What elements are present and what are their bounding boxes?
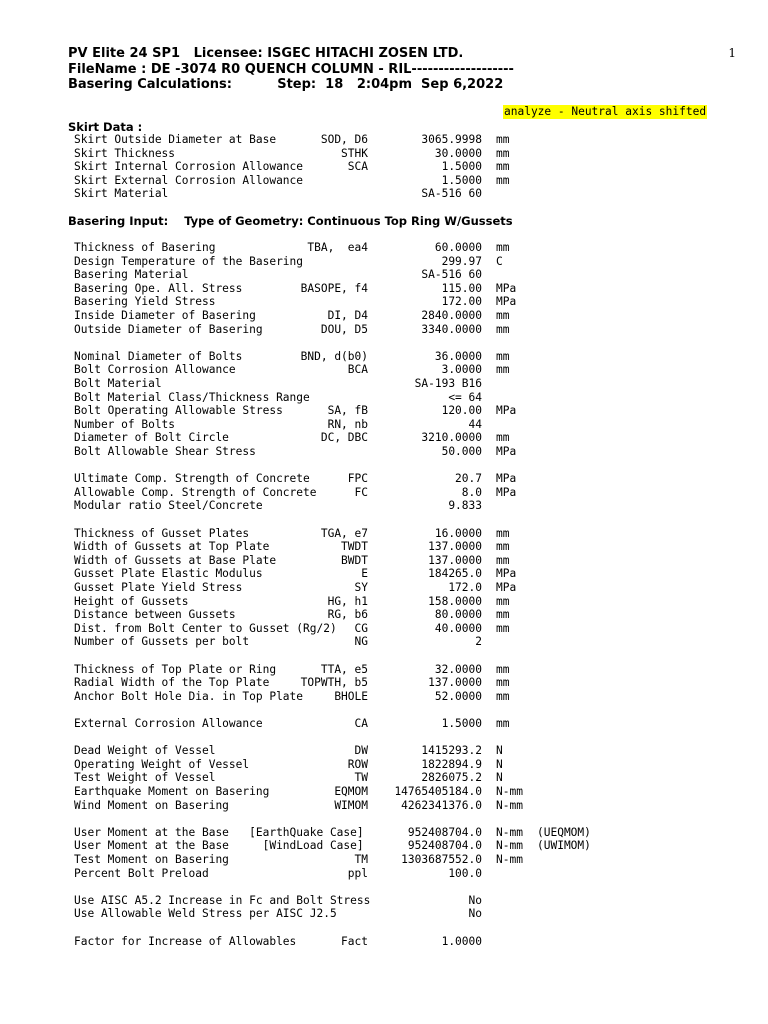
row-unit: mm	[496, 689, 510, 703]
row-symbol: BWDT	[341, 553, 368, 567]
table-row	[0, 717, 768, 731]
row-label: Basering Material	[74, 268, 189, 282]
row-unit: mm	[496, 526, 510, 540]
table-row	[0, 907, 768, 921]
row-symbol: NG	[354, 635, 368, 649]
table-row	[0, 255, 768, 269]
table-row	[0, 241, 768, 255]
table-row	[0, 527, 768, 541]
row-label: Skirt Outside Diameter at Base	[74, 133, 277, 146]
table-row	[0, 826, 768, 840]
row-label: Skirt Material	[74, 187, 169, 201]
row-symbol: EQMOM	[334, 785, 368, 798]
row-label: Wind Moment on Basering	[74, 798, 229, 812]
row-symbol: SY	[354, 581, 368, 594]
row-unit: mm	[496, 146, 510, 160]
row-symbol: CA	[354, 717, 368, 730]
row-unit: MPa	[496, 295, 517, 309]
row-unit: MPa	[496, 567, 517, 581]
row-label: Dist. from Bolt Center to Gusset (Rg/2)	[74, 621, 337, 635]
row-label: Operating Weight of Vessel	[74, 757, 250, 771]
row-unit: mm	[496, 322, 510, 336]
row-unit: mm	[496, 676, 510, 690]
row-unit: N-mm	[496, 839, 523, 853]
row-symbol: DW	[354, 744, 368, 758]
table-row	[0, 499, 768, 513]
row-label: User Moment at the Base [WindLoad Case]	[74, 839, 364, 853]
row-symbol: WIMOM	[334, 798, 368, 812]
row-value: 2840.0000	[421, 309, 482, 322]
row-label: Earthquake Moment on Basering	[74, 785, 270, 798]
row-symbol: TBA, ea4	[307, 241, 368, 254]
row-symbol: ppl	[347, 866, 368, 880]
table-row	[0, 418, 768, 432]
row-value: 3065.9998	[421, 133, 482, 146]
row-symbol: STHK	[341, 146, 368, 160]
row-symbol: DI, D4	[327, 309, 368, 322]
row-symbol: BND, d(b0)	[300, 349, 368, 363]
row-value: 4262341376.0	[401, 798, 482, 812]
table-row	[0, 608, 768, 622]
table-row	[0, 459, 768, 473]
row-unit: N	[496, 771, 503, 785]
row-value: 50.000	[441, 445, 482, 458]
table-row	[0, 404, 768, 418]
row-value: 36.0000	[434, 349, 482, 363]
table-row	[0, 554, 768, 568]
row-label: Diameter of Bolt Circle	[74, 431, 229, 445]
row-label: Inside Diameter of Basering	[74, 309, 256, 322]
table-row	[0, 472, 768, 486]
skirt-data-title: Skirt Data :	[68, 120, 143, 134]
row-label: Test Moment on Basering	[74, 853, 229, 866]
row-symbol: BHOLE	[334, 689, 368, 703]
table-row	[0, 690, 768, 704]
row-unit: mm	[496, 608, 510, 622]
row-unit: mm	[496, 241, 510, 254]
row-label: Gusset Plate Elastic Modulus	[74, 567, 263, 581]
row-symbol: FPC	[347, 472, 368, 486]
table-row	[0, 744, 768, 758]
row-unit: MPa	[496, 445, 517, 458]
row-value: 2826075.2	[421, 771, 482, 785]
table-row	[0, 567, 768, 581]
row-value: 120.00	[441, 404, 482, 418]
row-symbol: SOD, D6	[320, 133, 368, 146]
table-row	[0, 323, 768, 337]
row-value: 100.0	[448, 866, 482, 880]
row-value: 14765405184.0	[394, 785, 482, 798]
row-label: Use Allowable Weld Stress per AISC J2.5	[74, 907, 337, 921]
table-row	[0, 133, 768, 147]
row-value: 9.833	[448, 499, 482, 513]
row-value: 44	[468, 417, 482, 431]
row-symbol: Fact	[341, 934, 368, 948]
row-unit: N-mm	[496, 825, 523, 839]
row-unit: mm	[496, 133, 510, 146]
row-value: 80.0000	[434, 608, 482, 622]
row-label: Width of Gussets at Base Plate	[74, 553, 277, 567]
row-value: 115.00	[441, 281, 482, 295]
row-symbol: TM	[354, 853, 368, 866]
row-label: Outside Diameter of Basering	[74, 322, 263, 336]
row-value: SA-516 60	[421, 187, 482, 201]
row-label: Thickness of Basering	[74, 241, 216, 254]
row-unit: mm	[496, 309, 510, 322]
row-symbol: BCA	[347, 363, 368, 377]
row-value: 3.0000	[441, 363, 482, 377]
row-symbol: TWDT	[341, 540, 368, 554]
row-unit: mm	[496, 717, 510, 730]
table-row	[0, 160, 768, 174]
row-symbol: ROW	[347, 757, 368, 771]
row-unit: mm	[496, 349, 510, 363]
row-label: Radial Width of the Top Plate	[74, 676, 270, 690]
row-value: 30.0000	[434, 146, 482, 160]
row-symbol: TW	[354, 771, 368, 785]
row-label: Test Weight of Vessel	[74, 771, 216, 785]
row-unit: mm	[496, 553, 510, 567]
row-value: 137.0000	[428, 553, 482, 567]
row-symbol: DOU, D5	[320, 322, 368, 336]
row-value: 3340.0000	[421, 322, 482, 336]
row-unit: MPa	[496, 581, 517, 594]
table-row	[0, 880, 768, 894]
row-value: 952408704.0	[407, 839, 482, 853]
table-row	[0, 295, 768, 309]
row-label: Bolt Operating Allowable Stress	[74, 404, 283, 418]
row-symbol: TOPWTH, b5	[300, 676, 368, 690]
table-row	[0, 635, 768, 649]
row-symbol: SA, fB	[327, 404, 368, 418]
row-label: Bolt Allowable Shear Stress	[74, 445, 256, 458]
row-label: Basering Ope. All. Stress	[74, 281, 243, 295]
row-value: 184265.0	[428, 567, 482, 581]
row-label: Distance between Gussets	[74, 608, 236, 622]
row-symbol: TTA, e5	[320, 662, 368, 676]
row-extra: (UWIMOM)	[537, 839, 591, 853]
row-unit: N	[496, 744, 503, 758]
table-row	[0, 663, 768, 677]
row-value: 158.0000	[428, 594, 482, 608]
row-unit: N-mm	[496, 798, 523, 812]
table-row	[0, 431, 768, 445]
row-value: 20.7	[455, 472, 482, 486]
row-label: Skirt External Corrosion Allowance	[74, 173, 304, 187]
header-line-1: PV Elite 24 SP1 Licensee: ISGEC HITACHI ZOSEN LTD.	[68, 46, 464, 61]
row-unit: mm	[496, 363, 510, 377]
row-label: Use AISC A5.2 Increase in Fc and Bolt Stress	[74, 893, 371, 907]
row-unit: mm	[496, 173, 510, 187]
row-value: 137.0000	[428, 540, 482, 554]
table-row	[0, 758, 768, 772]
row-value: 2	[475, 635, 482, 649]
header-line-3: Basering Calculations: Step: 18 2:04pm Sep 6,2022	[68, 77, 504, 92]
table-row	[0, 174, 768, 188]
table-row	[0, 268, 768, 282]
row-unit: MPa	[496, 472, 517, 486]
row-symbol: RG, b6	[327, 608, 368, 622]
row-label: Modular ratio Steel/Concrete	[74, 499, 263, 513]
row-unit: C	[496, 254, 503, 268]
row-label: Bolt Corrosion Allowance	[74, 363, 236, 377]
row-label: Bolt Material	[74, 377, 162, 390]
row-value: 1415293.2	[421, 744, 482, 758]
table-row	[0, 581, 768, 595]
row-unit: mm	[496, 540, 510, 554]
row-label: Ultimate Comp. Strength of Concrete	[74, 472, 310, 486]
row-label: User Moment at the Base [EarthQuake Case]	[74, 825, 364, 839]
table-row	[0, 622, 768, 636]
row-unit: MPa	[496, 404, 517, 418]
row-label: Thickness of Top Plate or Ring	[74, 662, 277, 676]
row-label: Skirt Internal Corrosion Allowance	[74, 160, 304, 174]
row-unit: MPa	[496, 281, 517, 295]
table-row	[0, 363, 768, 377]
table-row	[0, 391, 768, 405]
header-line-2: FileName : DE -3074 R0 QUENCH COLUMN - RIL-------------------	[68, 62, 514, 77]
row-unit: mm	[496, 662, 510, 676]
table-row	[0, 731, 768, 745]
row-symbol: TGA, e7	[320, 526, 368, 540]
row-value: <= 64	[448, 390, 482, 404]
row-unit: mm	[496, 594, 510, 608]
row-symbol: FC	[354, 485, 368, 499]
row-label: Factor for Increase of Allowables	[74, 934, 297, 948]
table-row	[0, 649, 768, 663]
row-symbol: HG, h1	[327, 594, 368, 608]
row-value: 172.00	[441, 295, 482, 309]
table-row	[0, 921, 768, 935]
row-value: 3210.0000	[421, 431, 482, 445]
table-row	[0, 336, 768, 350]
table-row	[0, 812, 768, 826]
row-label: Anchor Bolt Hole Dia. in Top Plate	[74, 689, 304, 703]
row-value: 8.0	[461, 485, 482, 499]
row-label: External Corrosion Allowance	[74, 717, 263, 730]
table-row	[0, 894, 768, 908]
row-label: Gusset Plate Yield Stress	[74, 581, 243, 594]
row-value: 1.5000	[441, 173, 482, 187]
row-value: 1.0000	[441, 934, 482, 948]
row-value: No	[468, 893, 482, 907]
table-row	[0, 703, 768, 717]
basering-input-title: Basering Input: Type of Geometry: Continuous Top Ring W/Gussets	[68, 214, 513, 228]
row-label: Thickness of Gusset Plates	[74, 526, 250, 540]
row-value: No	[468, 907, 482, 921]
table-row	[0, 676, 768, 690]
row-label: Dead Weight of Vessel	[74, 744, 216, 758]
row-unit: mm	[496, 160, 510, 174]
row-value: 137.0000	[428, 676, 482, 690]
row-label: Bolt Material Class/Thickness Range	[74, 390, 310, 404]
table-row	[0, 540, 768, 554]
row-symbol: E	[361, 567, 368, 581]
table-row	[0, 935, 768, 949]
table-row	[0, 867, 768, 881]
table-row	[0, 282, 768, 296]
table-row	[0, 595, 768, 609]
row-label: Percent Bolt Preload	[74, 866, 209, 880]
table-row	[0, 377, 768, 391]
table-row	[0, 350, 768, 364]
row-value: 40.0000	[434, 621, 482, 635]
table-row	[0, 853, 768, 867]
row-unit: N	[496, 757, 503, 771]
row-label: Number of Gussets per bolt	[74, 635, 250, 649]
row-value: 1303687552.0	[401, 853, 482, 866]
row-label: Width of Gussets at Top Plate	[74, 540, 270, 554]
table-row	[0, 486, 768, 500]
row-value: 32.0000	[434, 662, 482, 676]
row-unit: MPa	[496, 485, 517, 499]
row-label: Allowable Comp. Strength of Concrete	[74, 485, 317, 499]
row-label: Basering Yield Stress	[74, 295, 216, 309]
row-label: Skirt Thickness	[74, 146, 176, 160]
row-symbol: CG	[354, 621, 368, 635]
row-value: 16.0000	[434, 526, 482, 540]
row-value: 172.0	[448, 581, 482, 594]
row-unit: mm	[496, 431, 510, 445]
table-row	[0, 445, 768, 459]
row-value: 952408704.0	[407, 825, 482, 839]
row-unit: mm	[496, 621, 510, 635]
row-value: 1822894.9	[421, 757, 482, 771]
table-row	[0, 839, 768, 853]
row-value: 299.97	[441, 254, 482, 268]
table-row	[0, 771, 768, 785]
row-label: Height of Gussets	[74, 594, 189, 608]
warning-highlight: analyze - Neutral axis shifted	[504, 105, 707, 118]
table-row	[0, 785, 768, 799]
row-value: 1.5000	[441, 160, 482, 174]
row-value: 52.0000	[434, 689, 482, 703]
row-unit: N-mm	[496, 785, 523, 798]
row-value: 60.0000	[434, 241, 482, 254]
row-value: 1.5000	[441, 717, 482, 730]
row-symbol: BASOPE, f4	[300, 281, 368, 295]
row-label: Nominal Diameter of Bolts	[74, 349, 243, 363]
row-label: Number of Bolts	[74, 417, 176, 431]
table-row	[0, 799, 768, 813]
table-row	[0, 187, 768, 201]
row-value: SA-193 B16	[414, 377, 482, 390]
page-number: 1	[728, 46, 736, 60]
table-row	[0, 147, 768, 161]
table-row	[0, 309, 768, 323]
row-label: Design Temperature of the Basering	[74, 254, 304, 268]
table-row	[0, 513, 768, 527]
row-symbol: SCA	[347, 160, 368, 174]
row-symbol: RN, nb	[327, 417, 368, 431]
row-symbol: DC, DBC	[320, 431, 368, 445]
row-unit: N-mm	[496, 853, 523, 866]
row-value: SA-516 60	[421, 268, 482, 282]
row-extra: (UEQMOM)	[537, 825, 591, 839]
